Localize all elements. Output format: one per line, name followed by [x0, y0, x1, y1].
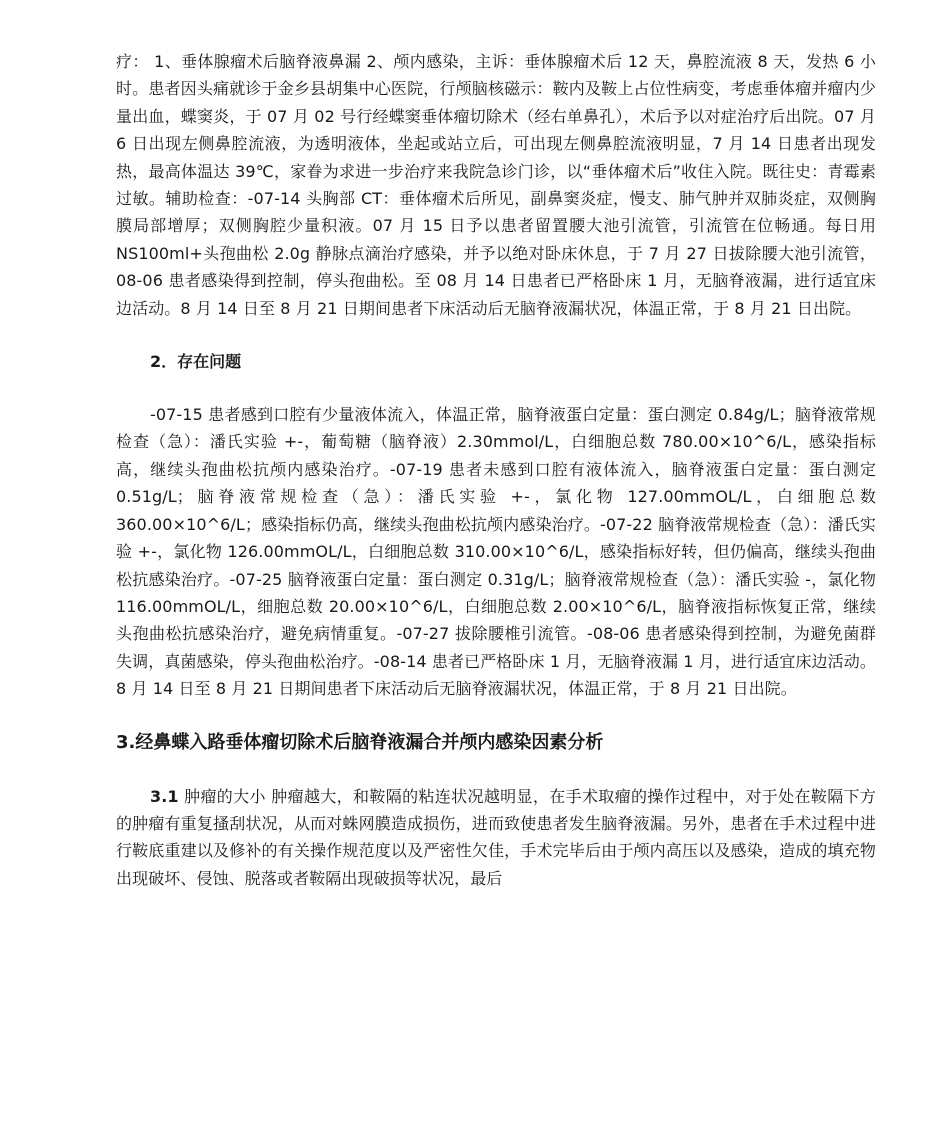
existing-problems-paragraph: -07-15 患者感到口腔有少量液体流入，体温正常，脑脊液蛋白定量：蛋白测定 0.84g/L；脑脊液常规检查（急）：潘氏实验 +-，葡萄糖（脑脊液）2.30mmol/L，白细胞总数 780.00×10^6/L，感染指标高，继续头孢曲松抗颅内感染治疗。-07-19 患者未感到口腔有液体流入，脑脊液蛋白定量：蛋白测定 0.51g/L；脑脊液常规检查（急）：潘氏实验 +-，氯化物 127.00mmOL/L，白细胞总数 360.00×10^6/L；感染指标仍高，继续头孢曲松抗颅内感染治疗。-07-22 脑脊液常规检查（急）：潘氏实验 +-，氯化物 126.00mmOL/L，白细胞总数 310.00×10^6/L，感染指标好转，但仍偏高，继续头孢曲松抗感染治疗。-07-25 脑脊液蛋白定量：蛋白测定 0.31g/L；脑脊液常规检查（急）：潘氏实验 -，氯化物 116.00mmOL/L，细胞总数 20.00×10^6/L，白细胞总数 2.00×10^6/L，脑脊液指标恢复正常，继续头孢曲松抗感染治疗，避免病情重复。-07-27 拔除腰椎引流管。-08-06 患者感染得到控制，为避免菌群失调，真菌感染，停头孢曲松治疗。-08-14 患者已严格卧床 1 月，无脑脊液漏 1 月，进行适宜床边活动。8 月 14 日至 8 月 21 日期间患者下床活动后无脑脊液漏状况，体温正常，于 8 月 21 日出院。: [116, 405, 876, 699]
tumor-size-paragraph: [116, 783, 876, 893]
document-page: [116, 48, 876, 892]
subsection-label: 3.1: [150, 786, 179, 806]
factor-analysis-heading: 3.经鼻蝶入路垂体瘤切除术后脑脊液漏合并颅内感染因素分析: [116, 731, 604, 753]
existing-problems-heading: 2．存在问题: [150, 352, 242, 372]
case-history-paragraph: 疗： 1、垂体腺瘤术后脑脊液鼻漏 2、颅内感染，主诉：垂体腺瘤术后 12 天，鼻腔流液 8 天，发热 6 小时。患者因头痛就诊于金乡县胡集中心医院，行颅脑核磁示：鞍内及鞍上占位性病变，考虑垂体瘤并瘤内少量出血，蝶窦炎，于 07 月 02 号行经蝶窦垂体瘤切除术（经右单鼻孔），术后予以对症治疗后出院。07 月 6 日出现左侧鼻腔流液，为透明液体，坐起或站立后，可出现左侧鼻腔流液明显，7 月 14 日患者出现发热，最高体温达 39℃，家眷为求进一步治疗来我院急诊门诊，以“垂体瘤术后”收住入院。既往史：青霉素过敏。辅助检查：-07-14 头胸部 CT：垂体瘤术后所见，副鼻窦炎症，慢支、肺气肿并双肺炎症，双侧胸膜局部增厚；双侧胸腔少量积液。07 月 15 日予以患者留置腰大池引流管，引流管在位畅通。每日用 NS100ml+头孢曲松 2.0g 静脉点滴治疗感染，并予以绝对卧床休息，于 7 月 27 日拔除腰大池引流管，08-06 患者感染得到控制，停头孢曲松。至 08 月 14 日患者已严格卧床 1 月，无脑脊液漏，进行适宜床边活动。8 月 14 日至 8 月 21 日期间患者下床活动后无脑脊液漏状况，体温正常，于 8 月 21 日出院。: [116, 52, 876, 318]
tumor-size-text: 肿瘤的大小 肿瘤越大，和鞍隔的粘连状况越明显，在手术取瘤的操作过程中，对于处在鞍隔下方的肿瘤有重复搔刮状况，从而对蛛网膜造成损伤，进而致使患者发生脑脊液漏。另外，患者在手术过程中进行鞍底重建以及修补的有关操作规范度以及严密性欠佳，手术完毕后由于颅内高压以及感染，造成的填充物出现破坏、侵蚀、脱落或者鞍隔出现破损等状况，最后: [116, 786, 876, 888]
